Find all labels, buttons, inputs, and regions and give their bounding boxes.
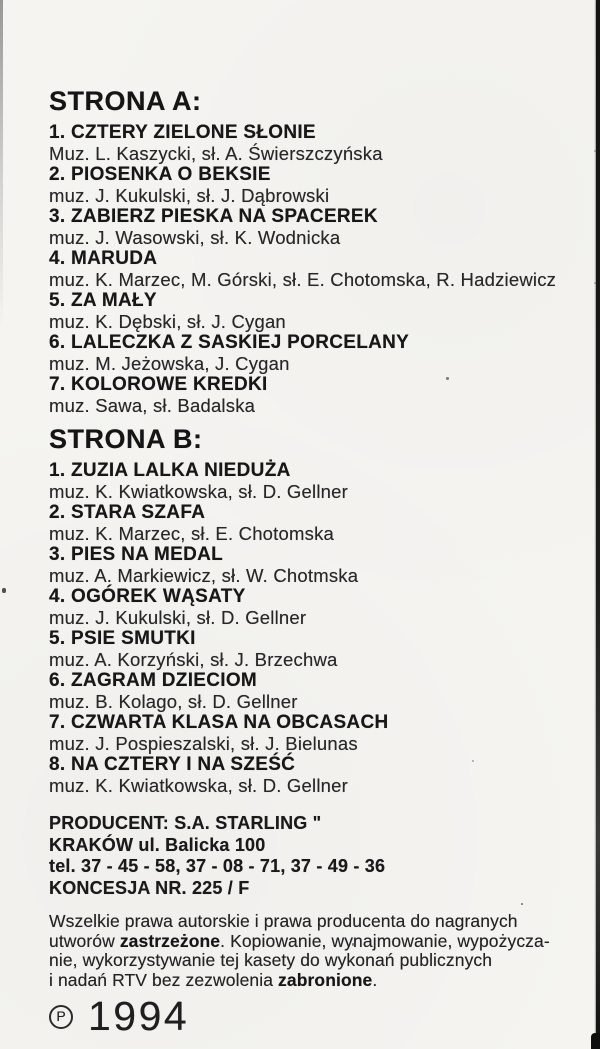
track-credits: muz. K. Marzec, sł. E. Chotomska [49, 523, 335, 544]
track-title: 6. LALECZKA Z SASKIEJ PORCELANY [49, 332, 410, 353]
track-title: 1. ZUZIA LALKA NIEDUŻA [49, 460, 291, 481]
side-b-heading: STRONA B: [49, 424, 203, 454]
track-title: 3. ZABIERZ PIESKA NA SPACEREK [49, 206, 378, 227]
track-credits: muz. Sawa, sł. Badalska [49, 395, 256, 416]
side-a-heading: STRONA A: [49, 86, 202, 116]
track-credits: muz. A. Korzyński, sł. J. Brzechwa [49, 649, 338, 670]
legal-text-line [49, 971, 584, 991]
legal-text-line [49, 912, 584, 932]
track-title: 5. ZA MAŁY [49, 290, 157, 311]
producer-name-line: PRODUCENT: S.A. STARLING " [49, 813, 322, 833]
producer-license-line: KONCESJA NR. 225 / F [49, 877, 250, 898]
scan-edge-bar-right [596, 0, 600, 1049]
legal-text-segment: . [372, 969, 378, 990]
track-credits: muz. J. Kukulski, sł. J. Dąbrowski [49, 185, 330, 206]
legal-text-line [49, 951, 584, 971]
side-b-section [49, 424, 584, 796]
track-title: 5. PSIE SMUTKI [49, 628, 196, 649]
scan-speck [2, 588, 6, 593]
track-credits: muz. A. Markiewicz, sł. W. Chotmska [49, 565, 359, 586]
track-title: 7. KOLOROWE KREDKI [49, 374, 268, 395]
scan-speck [594, 282, 597, 284]
legal-text-line [49, 932, 584, 952]
track-item [49, 206, 584, 248]
phonogram-copyright-icon: P [49, 1005, 73, 1029]
track-credits: muz. J. Pospieszalski, sł. J. Bielunas [49, 733, 358, 754]
track-item [49, 460, 584, 502]
track-credits: muz. K. Kwiatkowska, sł. D. Gellner [49, 481, 348, 502]
track-item [49, 712, 584, 754]
track-item [49, 754, 584, 796]
legal-section [49, 912, 584, 990]
phonogram-year-row [49, 993, 584, 1039]
scan-edge-smudge-left [0, 0, 3, 330]
track-item [49, 628, 584, 670]
legal-text-bold: zabronione [278, 969, 373, 990]
track-credits: Muz. L. Kaszycki, sł. A. Świerszczyńska [49, 143, 383, 164]
track-credits: muz. K. Marzec, M. Górski, sł. E. Chotomska, R. Hadziewicz [49, 269, 557, 290]
scan-corner-blob [591, 1033, 600, 1049]
track-title: 2. STARA SZAFA [49, 502, 206, 523]
producer-section [49, 813, 584, 899]
track-item [49, 122, 584, 164]
legal-text-segment: Wszelkie prawa autorskie i prawa producenta do nagranych [49, 911, 518, 931]
producer-phone-line: tel. 37 - 45 - 58, 37 - 08 - 71, 37 - 49 - 36 [49, 856, 386, 876]
track-title: 8. NA CZTERY I NA SZEŚĆ [49, 754, 296, 775]
scan-speck [594, 150, 597, 152]
track-credits: muz. B. Kolago, sł. D. Gellner [49, 691, 298, 712]
track-item [49, 544, 584, 586]
track-item [49, 670, 584, 712]
track-credits: muz. M. Jeżowska, J. Cygan [49, 353, 290, 374]
track-title: 7. CZWARTA KLASA NA OBCASACH [49, 712, 389, 733]
track-credits: muz. J. Wasowski, sł. K. Wodnicka [49, 227, 341, 248]
track-item [49, 332, 584, 374]
track-title: 2. PIOSENKA O BEKSIE [49, 164, 271, 185]
track-item [49, 502, 584, 544]
side-a-section [49, 86, 584, 416]
phonogram-year-text: 1994 [88, 993, 190, 1039]
track-item [49, 164, 584, 206]
producer-address-line: KRAKÓW ul. Balicka 100 [49, 834, 266, 855]
track-item [49, 248, 584, 290]
track-credits: muz. K. Kwiatkowska, sł. D. Gellner [49, 775, 348, 796]
legal-text-segment: . Kopiowanie, wynajmowanie, wypożycza- [220, 930, 550, 951]
track-item [49, 374, 584, 416]
track-title: 3. PIES NA MEDAL [49, 544, 224, 565]
track-title: 4. OGÓREK WĄSATY [49, 586, 246, 607]
legal-text-segment: i nadań RTV bez zezwolenia [49, 969, 279, 990]
track-title: 6. ZAGRAM DZIECIOM [49, 670, 258, 691]
legal-text-segment: utworów [49, 930, 120, 951]
track-item [49, 290, 584, 332]
track-title: 4. MARUDA [49, 248, 158, 269]
track-credits: muz. J. Kukulski, sł. D. Gellner [49, 607, 307, 628]
legal-text-segment: nie, wykorzystywanie tej kasety do wykonań publicznych [49, 950, 493, 970]
track-title: 1. CZTERY ZIELONE SŁONIE [49, 122, 316, 143]
track-item [49, 586, 584, 628]
track-credits: muz. K. Dębski, sł. J. Cygan [49, 311, 286, 332]
legal-text-bold: zastrzeżone [119, 930, 221, 951]
tracklist-content [49, 86, 584, 1037]
